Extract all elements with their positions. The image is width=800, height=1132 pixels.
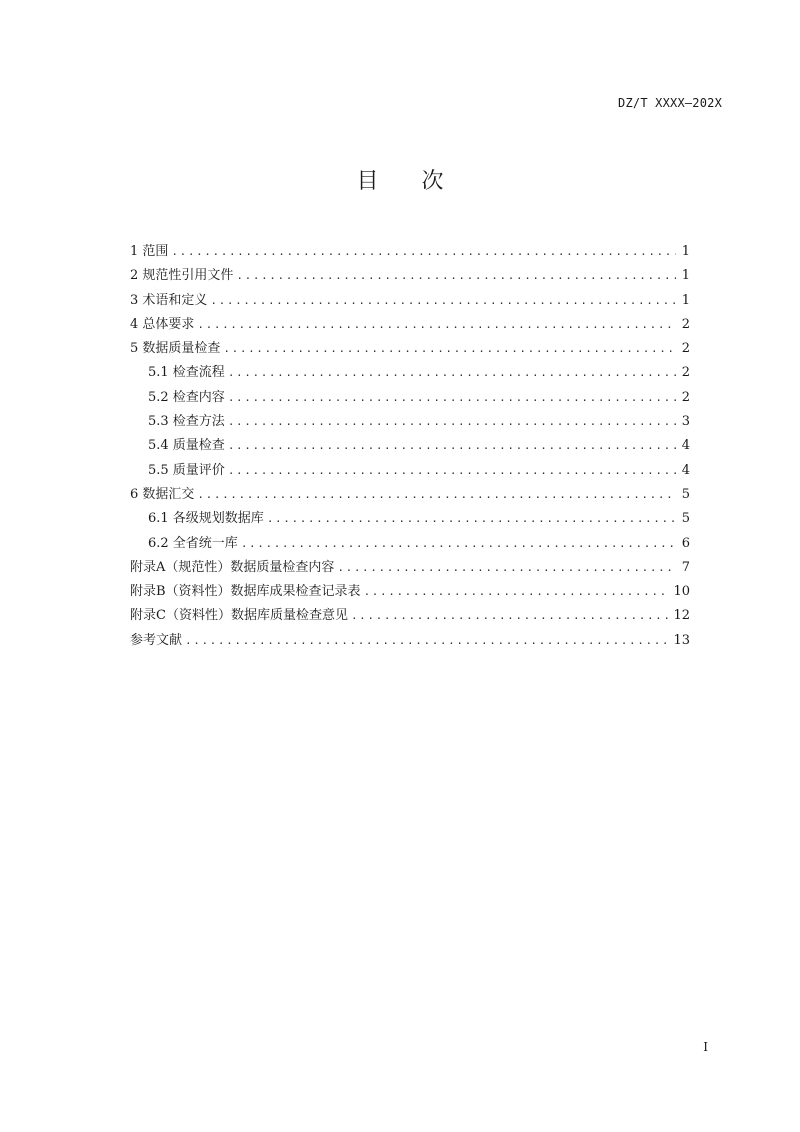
toc-subentry[interactable] [130,507,690,531]
dot-leader [351,604,670,628]
toc-page-number: 2 [681,316,690,332]
toc-entry-label: 6 数据汇交 [130,486,195,502]
toc-entry[interactable] [130,556,690,580]
toc-entry[interactable] [130,483,690,507]
toc-page-number: 1 [681,268,690,284]
toc-page-number: 1 [681,292,690,308]
toc-entry-label: 1 范围 [130,244,169,259]
toc-subentry[interactable] [130,434,690,458]
toc-entry[interactable] [130,313,690,337]
toc-entry-label: 6.1 各级规划数据库 [148,511,264,527]
toc-page-number: 1 [681,244,690,259]
toc-entry-label: 附录A（规范性）数据质量检查内容 [130,559,335,575]
document-code: DZ/T XXXX—202X [618,96,722,110]
toc-entry[interactable] [130,240,690,264]
toc-entry-label: 参考文献 [130,632,183,648]
toc-entry-label: 3 术语和定义 [130,292,208,308]
toc-entry[interactable] [130,289,690,313]
toc-entry-label: 5.5 质量评价 [148,462,225,478]
toc-subentry[interactable] [130,410,690,434]
toc-entry-label: 4 总体要求 [130,316,195,332]
toc-subentry[interactable] [130,386,690,410]
toc-page-number: 4 [681,462,690,478]
toc-page-number: 6 [681,535,690,551]
dot-leader [228,410,676,434]
toc-page-number: 5 [681,486,690,502]
dot-leader [210,289,676,313]
dot-leader [197,313,676,337]
toc-entry-label: 6.2 全省统一库 [148,535,238,551]
dot-leader [228,459,676,483]
dot-leader [228,386,676,410]
toc-entry[interactable] [130,264,690,288]
page-title: 目 次 [356,169,462,194]
toc-entry-label: 5.4 质量检查 [148,438,225,454]
toc-page-number: 7 [681,559,690,575]
toc-entry[interactable] [130,629,690,653]
toc-page-number: 12 [673,608,690,624]
toc-entry[interactable] [130,337,690,361]
toc-page-number: 2 [681,341,690,357]
toc-entry-label: 附录B（资料性）数据库成果检查记录表 [130,584,361,600]
toc-entry-label: 2 规范性引用文件 [130,268,234,284]
table-of-contents [130,240,690,653]
toc-page-number: 5 [681,511,690,527]
dot-leader [364,580,670,604]
toc-subentry[interactable] [130,532,690,556]
dot-leader [241,532,676,556]
toc-page-number: 2 [681,365,690,381]
dot-leader [337,556,676,580]
toc-page-number: 3 [681,414,690,430]
toc-page-number: 4 [681,438,690,454]
dot-leader [197,483,676,507]
toc-entry-label: 5.2 检查内容 [148,389,225,405]
toc-entry-label: 附录C（资料性）数据库质量检查意见 [130,608,348,624]
toc-page-number: 10 [673,584,690,600]
toc-entry[interactable] [130,604,690,628]
toc-subentry[interactable] [130,361,690,385]
dot-leader [223,337,676,361]
toc-page-number: 2 [681,389,690,405]
dot-leader [267,507,676,531]
dot-leader [236,264,676,288]
dot-leader [171,240,676,264]
dot-leader [228,361,676,385]
dot-leader [185,629,669,653]
page-number: I [703,1040,708,1054]
toc-entry-label: 5.3 检查方法 [148,414,225,430]
toc-entry[interactable] [130,580,690,604]
toc-entry-label: 5.1 检查流程 [148,365,225,381]
toc-subentry[interactable] [130,459,690,483]
dot-leader [228,434,676,458]
toc-entry-label: 5 数据质量检查 [130,341,221,357]
toc-page-number: 13 [673,632,690,648]
